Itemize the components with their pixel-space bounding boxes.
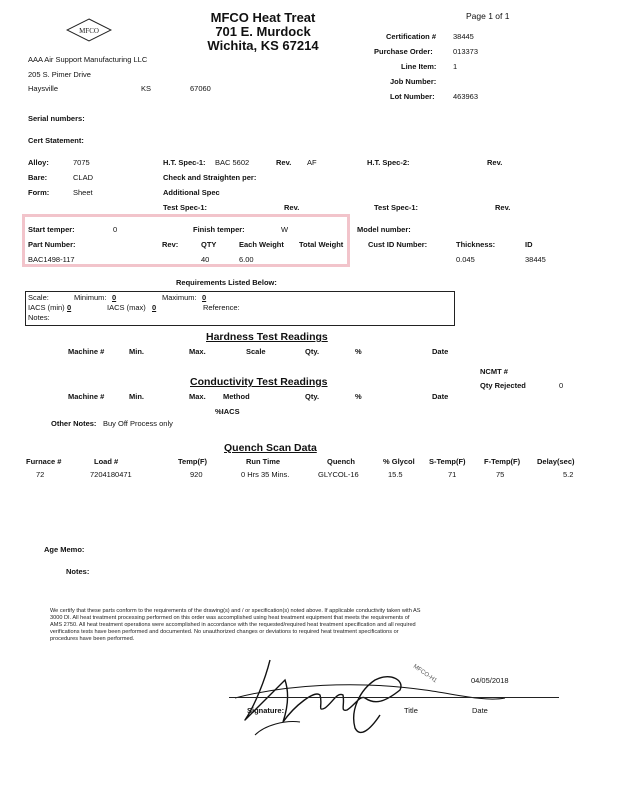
maximum-label: Maximum: — [162, 293, 197, 302]
certification-label: Certification # — [386, 32, 437, 41]
quench-col-delay: Delay(sec) — [537, 457, 575, 466]
conductivity-heading: Conductivity Test Readings — [190, 376, 328, 388]
thickness-value: 0.045 — [456, 255, 475, 264]
customer-state: KS — [141, 84, 152, 93]
certification-statement: We certify that these parts conform to the requirements of the drawing(s) and / or specification(s) noted above. If applicable conductivity taken with AS 3000 DI. All heat treatment processing performed on this order was accomplished using heat treatment equipment that meets the requirements of AMS 2750. All heat treatment operations were accomplished in accordance with the requested/required heat treatment specification and all required verifications tests have been performed and documented. No unauthorized changes or deviations to required heat treatment specifications or procedures have been performed. — [50, 608, 421, 642]
notes-label-box: Notes: — [28, 313, 50, 322]
minimum-value: 0 — [112, 293, 117, 302]
part-number-label: Part Number: — [28, 240, 76, 249]
cond-col-machine: Machine # — [68, 392, 105, 401]
test-rev1-label: Rev. — [284, 203, 300, 212]
hardness-col-min: Min. — [129, 347, 144, 356]
part-rev-label: Rev: — [162, 240, 179, 249]
ht-spec1-label: H.T. Spec-1: — [163, 158, 206, 167]
customer-address: 205 S. Pimer Drive — [28, 70, 91, 79]
qty-rejected-value: 0 — [559, 381, 564, 390]
test-spec1-label: Test Spec-1: — [163, 203, 208, 212]
ht-rev2-label: Rev. — [487, 158, 503, 167]
company-street: 701 E. Murdock — [215, 24, 311, 39]
hardness-col-date: Date — [432, 347, 449, 356]
customer-name: AAA Air Support Manufacturing LLC — [28, 55, 148, 64]
id-value: 38445 — [525, 255, 546, 264]
cond-unit: %IACS — [215, 407, 240, 416]
quench-col-furnace: Furnace # — [26, 457, 62, 466]
iacs-max-value: 0 — [152, 303, 157, 312]
total-weight-label: Total Weight — [299, 240, 344, 249]
logo-text: MFCO — [79, 27, 99, 35]
quench-cell-ftemp: 75 — [496, 470, 505, 479]
quench-col-stemp: S-Temp(F) — [429, 457, 466, 466]
mfco-stamp — [405, 655, 465, 695]
minimum-label: Minimum: — [74, 293, 107, 302]
quench-col-glycol: % Glycol — [383, 457, 415, 466]
customer-zip: 67060 — [190, 84, 211, 93]
cond-col-min: Min. — [129, 392, 144, 401]
bare-value: CLAD — [73, 173, 94, 182]
start-temper-label: Start temper: — [28, 225, 75, 234]
hardness-col-max: Max. — [189, 347, 206, 356]
qty-rejected-label: Qty Rejected — [480, 381, 526, 390]
thickness-label: Thickness: — [456, 240, 496, 249]
quench-cell-load: 7204180471 — [90, 470, 132, 479]
company-name: MFCO Heat Treat — [210, 10, 316, 25]
page-number: Page 1 of 1 — [466, 11, 510, 21]
quench-col-ftemp: F-Temp(F) — [484, 457, 521, 466]
model-number-label: Model number: — [357, 225, 411, 234]
customer-city: Haysville — [28, 84, 59, 93]
cond-col-date: Date — [432, 392, 449, 401]
quench-col-runtime: Run Time — [246, 457, 281, 466]
iacs-min-value: 0 — [67, 303, 72, 312]
quench-cell-stemp: 71 — [448, 470, 457, 479]
certification-value: 38445 — [453, 32, 474, 41]
ht-rev1-label: Rev. — [276, 158, 292, 167]
cust-id-label: Cust ID Number: — [368, 240, 428, 249]
quench-col-quench: Quench — [327, 457, 355, 466]
test-rev1b-label: Rev. — [495, 203, 511, 212]
hardness-col-qty: Qty. — [305, 347, 320, 356]
ncmt-label: NCMT # — [480, 367, 508, 376]
id-label: ID — [525, 240, 533, 249]
additional-spec-label: Additional Spec — [163, 188, 220, 197]
po-label: Purchase Order: — [374, 47, 433, 56]
signature-line — [229, 697, 559, 698]
age-memo-label: Age Memo: — [44, 545, 85, 554]
iacs-min-label: IACS (min) — [28, 303, 65, 312]
mfco-logo — [66, 18, 112, 42]
ht-rev1-value: AF — [307, 158, 317, 167]
start-temper-value: 0 — [113, 225, 118, 234]
quench-col-temp: Temp(F) — [178, 457, 208, 466]
each-weight-label: Each Weight — [239, 240, 284, 249]
part-number-value: BAC1498-117 — [28, 255, 75, 264]
ht-spec1-value: BAC 5602 — [215, 158, 250, 167]
serial-numbers-label: Serial numbers: — [28, 114, 85, 123]
hardness-heading: Hardness Test Readings — [206, 331, 328, 343]
lot-number-label: Lot Number: — [390, 92, 435, 101]
maximum-value: 0 — [202, 293, 207, 302]
title-label: Title — [404, 706, 418, 715]
qty-label: QTY — [201, 240, 217, 249]
each-weight-value: 6.00 — [239, 255, 254, 264]
hardness-col-scale: Scale — [246, 347, 266, 356]
signature-date: 04/05/2018 — [471, 676, 509, 685]
qty-value: 40 — [201, 255, 210, 264]
ht-spec2-label: H.T. Spec-2: — [367, 158, 410, 167]
po-value: 013373 — [453, 47, 479, 56]
quench-col-load: Load # — [94, 457, 119, 466]
cond-col-max: Max. — [189, 392, 206, 401]
stamp-text: MFCO-H1 — [411, 663, 438, 685]
form-label: Form: — [28, 188, 50, 197]
quench-cell-glycol: 15.5 — [388, 470, 403, 479]
hardness-col-pct: % — [355, 347, 362, 356]
other-notes-label: Other Notes: — [51, 419, 97, 428]
hardness-col-machine: Machine # — [68, 347, 105, 356]
notes-label: Notes: — [66, 567, 90, 576]
check-straighten-label: Check and Straighten per: — [163, 173, 257, 182]
date-label: Date — [472, 706, 488, 715]
alloy-value: 7075 — [73, 158, 90, 167]
cond-col-method: Method — [223, 392, 250, 401]
lot-number-value: 463963 — [453, 92, 479, 101]
requirements-heading: Requirements Listed Below: — [176, 278, 277, 287]
quench-cell-temp: 920 — [190, 470, 203, 479]
quench-cell-furnace: 72 — [36, 470, 45, 479]
other-notes-value: Buy Off Process only — [103, 419, 173, 428]
test-spec1b-label: Test Spec-1: — [374, 203, 419, 212]
line-item-value: 1 — [453, 62, 458, 71]
bare-label: Bare: — [28, 173, 48, 182]
cond-col-qty: Qty. — [305, 392, 320, 401]
quench-cell-runtime: 0 Hrs 35 Mins. — [241, 470, 290, 479]
quench-cell-delay: 5.2 — [563, 470, 574, 479]
cond-col-pct: % — [355, 392, 362, 401]
scale-label: Scale: — [28, 293, 49, 302]
reference-label: Reference: — [203, 303, 240, 312]
quench-heading: Quench Scan Data — [224, 442, 317, 454]
job-number-label: Job Number: — [390, 77, 437, 86]
finish-temper-label: Finish temper: — [193, 225, 245, 234]
cert-statement-label: Cert Statement: — [28, 136, 84, 145]
line-item-label: Line Item: — [401, 62, 437, 71]
alloy-label: Alloy: — [28, 158, 49, 167]
company-city: Wichita, KS 67214 — [207, 38, 319, 53]
quench-cell-quench: GLYCOL-16 — [318, 470, 359, 479]
finish-temper-value: W — [281, 225, 289, 234]
iacs-max-label: IACS (max) — [107, 303, 146, 312]
form-value: Sheet — [73, 188, 93, 197]
signature-label: Signature: — [247, 706, 285, 715]
